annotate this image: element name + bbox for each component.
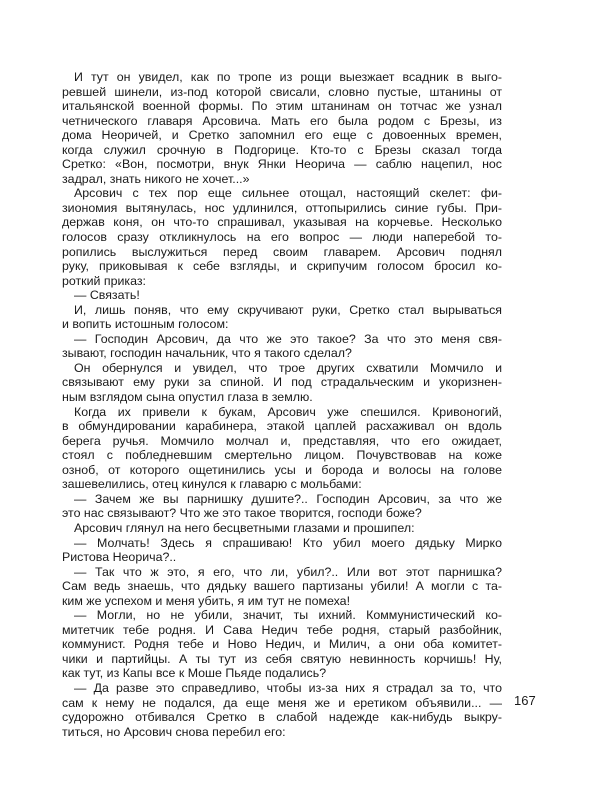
text-line: — Господин Арсович, да что же это такое? За что это меня свя-	[74, 331, 502, 346]
text-line: когда служил срочную в Подгорице. Кто-то с Брезы сказал тогда	[62, 142, 502, 157]
text-line: — Связать!	[74, 288, 140, 303]
text-line: зашевелились, отец кинулся к главарю с мольбами:	[62, 477, 362, 492]
text-line: берега ручья. Момчило молчал и, представляя, что его ожидает,	[62, 433, 502, 448]
text-line: коммунист. Родня тебе и Ново Недич, и Милич, а они оба комитет-	[62, 637, 502, 652]
text-line: титься, но Арсович снова перебил его:	[62, 724, 286, 739]
text-line: ким же успехом и меня убить, я им тут не помеха!	[62, 593, 351, 608]
text-line: связывают ему руки за спиной. И под страдальческим и укоризнен-	[62, 375, 502, 390]
text-line: — Зачем же вы парнишку душите?.. Господин Арсович, за что же	[74, 491, 502, 506]
text-line: митетчик тебе родня. И Сава Недич тебе родня, старый разбойник,	[62, 622, 502, 637]
text-line: сам к нему не подался, да еще меня же и еретиком объявили... —	[62, 695, 502, 710]
text-line: И, лишь поняв, что ему скручивают руки, Сретко стал вырываться	[74, 302, 502, 317]
text-line: держав коня, он что-то спрашивал, указывая на корчевье. Несколько	[62, 215, 502, 230]
text-line: И тут он увидел, как по тропе из рощи выезжает всадник в выго-	[74, 70, 502, 84]
text-line: Сретко: «Вон, посмотри, внук Янки Неорича — саблю нацепил, нос	[62, 157, 502, 172]
page-number: 167	[514, 693, 536, 708]
text-line: озноб, от которого ощетинились усы и борода и волосы на голове	[62, 462, 502, 477]
text-line: задрал, знать никого не хочет...»	[62, 171, 250, 186]
text-line: — Молчать! Здесь я спрашиваю! Кто убил моего дядьку Мирко	[74, 535, 502, 550]
text-line: — Могли, но не убили, значит, ты ихний. Коммунистический ко-	[74, 608, 502, 623]
text-line: дома Неоричей, и Сретко запомнил его еще с довоенных времен,	[62, 128, 502, 143]
text-line: стоял с побледневшим смертельно лицом. Почувствовав на коже	[62, 448, 502, 463]
text-line: голосов сразу откликнулось на его вопрос — люди наперебой то-	[62, 230, 502, 245]
text-line: — Да разве это справедливо, чтобы из-за них я страдал за то, что	[74, 680, 502, 695]
text-line: как тут, из Капы все к Моше Пьяде подались?	[62, 666, 327, 681]
text-line: итальянской военной формы. По этим штанинам он тотчас же узнал	[62, 99, 502, 114]
text-line: Ристова Неорича?..	[62, 550, 177, 565]
text-line: Он обернулся и увидел, что трое других схватили Момчило и	[74, 360, 502, 375]
text-line: зиономия вытянулась, нос удлинился, оттопырились синие губы. При-	[62, 200, 502, 215]
text-line: Когда их привели к букам, Арсович уже спешился. Кривоногий,	[74, 404, 502, 419]
text-line: четнического главаря Арсовича. Мать его была родом с Брезы, из	[62, 113, 502, 128]
text-line: чики и партийцы. А ты тут из себя святую невинность корчишь! Ну,	[62, 651, 502, 666]
text-line: руку, приковывая к себе взгляды, и скрипучим голосом бросил ко-	[62, 259, 502, 274]
text-line: судорожно отбивался Сретко в слабой надежде как-нибудь выкру-	[62, 710, 502, 725]
text-line: Арсович глянул на него бесцветными глазами и прошипел:	[74, 520, 415, 535]
body-text	[62, 70, 502, 739]
text-line: Арсович с тех пор еще сильнее отощал, настоящий скелет: фи-	[74, 186, 502, 201]
text-line: Сам ведь знаешь, что дядьку вашего партизаны убили! А могли с та-	[62, 579, 502, 594]
text-line: роткий приказ:	[62, 273, 146, 288]
text-line: — Так что ж это, я его, что ли, убил?.. Или вот этот парнишка?	[74, 564, 502, 579]
text-line: это нас связывают? Что же это такое творится, господи боже?	[62, 506, 422, 521]
text-line: и вопить истошным голосом:	[62, 317, 229, 332]
text-line: ревшей шинели, из-под которой свисали, словно пустые, штанины от	[62, 84, 502, 99]
text-line: зывают, господин начальник, что я такого сделал?	[62, 346, 352, 361]
text-line: ропились выслужиться перед своим главарем. Арсович поднял	[62, 244, 502, 259]
text-line: ным взглядом сына опустил глаза в землю.	[62, 390, 313, 405]
text-line: в обмундировании карабинера, этакой цаплей расхаживал он вдоль	[62, 419, 502, 434]
